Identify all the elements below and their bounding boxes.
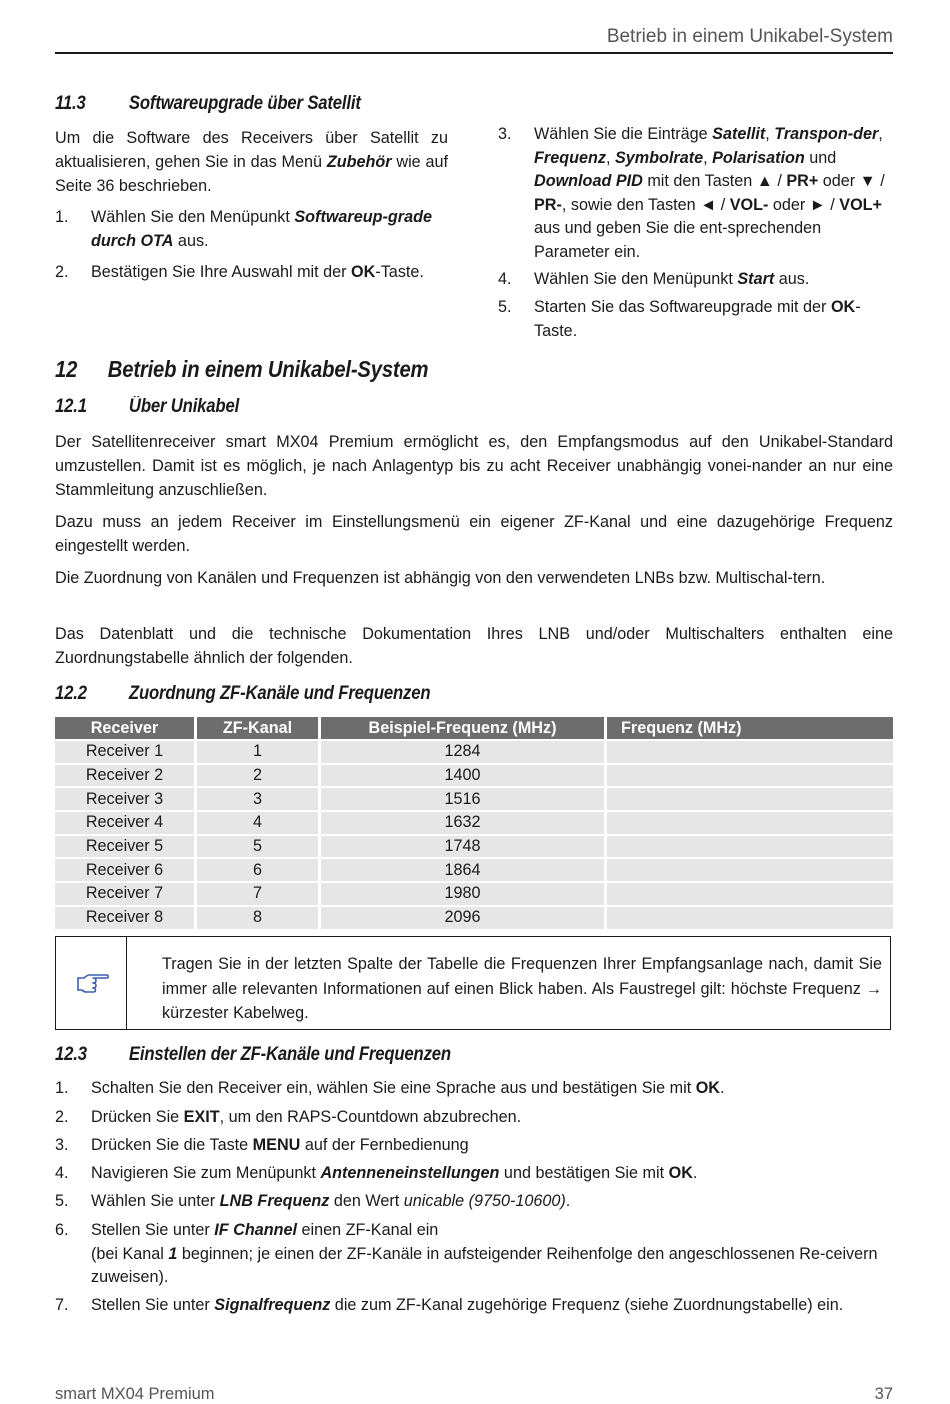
- heading-11-3: 11.3 Softwareupgrade über Satellit: [55, 93, 361, 114]
- heading-12-1: 12.1 Über Unikabel: [55, 396, 240, 417]
- cell-zf-kanal: 5: [197, 836, 321, 858]
- cell-zf-kanal: 3: [197, 788, 321, 810]
- footer-product: smart MX04 Premium: [55, 1385, 215, 1403]
- table-row: [55, 765, 893, 787]
- note-text: Tragen Sie in der letzten Spalte der Tabelle die Frequenzen Ihrer Empfangsanlage nach, damit Sie immer alle relevanten Informationen auf einen Blick haben. Als Faustregel gilt: höchste Frequenz → kürzester Kabelweg.: [162, 955, 882, 1022]
- table-header-row: [55, 717, 893, 739]
- heading-12-3: 12.3 Einstellen der ZF-Kanäle und Frequenzen: [55, 1044, 451, 1065]
- cell-receiver: Receiver 2: [55, 765, 197, 787]
- cell-receiver: Receiver 3: [55, 788, 197, 810]
- table-row: [55, 859, 893, 881]
- cell-frequency: [607, 788, 893, 810]
- paragraph-11-3-intro: Um die Software des Receivers über Satellit zu aktualisieren, gehen Sie in das Menü Zubehör wie auf Seite 36 beschrieben.: [55, 129, 448, 195]
- cell-example-frequency: 1400: [321, 765, 607, 787]
- table-row: [55, 883, 893, 905]
- paragraph-12-1-4: Das Datenblatt und die technische Dokumentation Ihres LNB und/oder Multischalters enthalten eine Zuordnungstabelle ähnlich der folgenden.: [55, 625, 893, 667]
- table-row: [55, 741, 893, 763]
- list-item-11-3-1: 1. Wählen Sie den Menüpunkt Softwareup-grade durch OTA aus.: [55, 208, 432, 250]
- list-item-12-3-5: 5. Wählen Sie unter LNB Frequenz den Wert unicable (9750-10600).: [55, 1192, 571, 1210]
- cell-frequency: [607, 765, 893, 787]
- list-item-12-3-6: 6. Stellen Sie unter IF Channel einen ZF-Kanal ein (bei Kanal 1 beginnen; je einen der ZF-Kanäle in aufsteigender Reihenfolge den angeschlossenen Re-ceivern zuweisen).: [55, 1221, 878, 1286]
- list-item-12-3-7: 7. Stellen Sie unter Signalfrequenz die zum ZF-Kanal zugehörige Frequenz (siehe Zuordnungstabelle) ein.: [55, 1296, 844, 1314]
- list-item-11-3-4: 4. Wählen Sie den Menüpunkt Start aus.: [498, 270, 810, 288]
- cell-receiver: Receiver 8: [55, 907, 197, 929]
- cell-frequency: [607, 883, 893, 905]
- page-number: 37: [874, 1385, 893, 1403]
- table-row: [55, 907, 893, 929]
- header-rule: [55, 52, 893, 54]
- list-item-12-3-3: 3. Drücken Sie die Taste MENU auf der Fernbedienung: [55, 1136, 469, 1154]
- cell-zf-kanal: 8: [197, 907, 321, 929]
- heading-12: 12 Betrieb in einem Unikabel-System: [55, 356, 429, 382]
- running-header: Betrieb in einem Unikabel-System: [606, 26, 893, 47]
- cell-example-frequency: 1864: [321, 859, 607, 881]
- paragraph-12-1-1: Der Satellitenreceiver smart MX04 Premium ermöglicht es, den Empfangsmodus auf den Unikabel-Standard umzustellen. Damit ist es möglich, je nach Anlagentyp bis zu acht Receiver unabhängig vonei-nander an nur eine Stammleitung anzuschließen.: [55, 433, 893, 499]
- list-item-11-3-5: 5. Starten Sie das Softwareupgrade mit der OK-Taste.: [498, 298, 861, 340]
- cell-receiver: Receiver 5: [55, 836, 197, 858]
- list-item-12-3-2: 2. Drücken Sie EXIT, um den RAPS-Countdown abzubrechen.: [55, 1108, 522, 1126]
- cell-example-frequency: 1748: [321, 836, 607, 858]
- cell-zf-kanal: 4: [197, 812, 321, 834]
- cell-example-frequency: 1980: [321, 883, 607, 905]
- cell-zf-kanal: 1: [197, 741, 321, 763]
- cell-receiver: Receiver 4: [55, 812, 197, 834]
- cell-frequency: [607, 859, 893, 881]
- pointing-hand-icon: [76, 969, 110, 995]
- list-item-11-3-3: 3. Wählen Sie die Einträge Satellit, Transpon-der, Frequenz, Symbolrate, Polarisation und Download PID mit den Tasten ▲ / PR+ oder ▼ / PR-, sowie den Tasten ◄ / VOL- oder ► / VOL+ aus und geben Sie die ent-sprechenden Parameter ein.: [498, 125, 885, 261]
- cell-zf-kanal: 2: [197, 765, 321, 787]
- paragraph-12-1-3: Die Zuordnung von Kanälen und Frequenzen ist abhängig von den verwendeten LNBs bzw. Multischal-tern.: [55, 569, 826, 587]
- cell-frequency: [607, 836, 893, 858]
- table-row: [55, 836, 893, 858]
- table-row: [55, 788, 893, 810]
- heading-12-2: 12.2 Zuordnung ZF-Kanäle und Frequenzen: [55, 683, 431, 704]
- cell-zf-kanal: 7: [197, 883, 321, 905]
- column-header-receiver: Receiver: [55, 717, 197, 739]
- column-header-example-frequency: Beispiel-Frequenz (MHz): [321, 717, 607, 739]
- paragraph-12-1-2: Dazu muss an jedem Receiver im Einstellungsmenü ein eigener ZF-Kanal und eine dazugehörige Frequenz eingestellt werden.: [55, 513, 893, 555]
- column-header-frequency: Frequenz (MHz): [607, 717, 893, 739]
- cell-frequency: [607, 812, 893, 834]
- note-icon-cell: [56, 937, 127, 1029]
- cell-frequency: [607, 907, 893, 929]
- table-row: [55, 812, 893, 834]
- list-item-12-3-4: 4. Navigieren Sie zum Menüpunkt Antenneneinstellungen und bestätigen Sie mit OK.: [55, 1164, 698, 1182]
- cell-example-frequency: 1284: [321, 741, 607, 763]
- cell-receiver: Receiver 7: [55, 883, 197, 905]
- manual-page: [55, 0, 893, 1402]
- note-box: [55, 936, 891, 1030]
- list-item-11-3-2: 2. Bestätigen Sie Ihre Auswahl mit der OK-Taste.: [55, 263, 424, 281]
- cell-frequency: [607, 741, 893, 763]
- cell-zf-kanal: 6: [197, 859, 321, 881]
- zf-channel-table: [55, 715, 893, 931]
- cell-example-frequency: 1632: [321, 812, 607, 834]
- cell-example-frequency: 2096: [321, 907, 607, 929]
- cell-receiver: Receiver 6: [55, 859, 197, 881]
- cell-receiver: Receiver 1: [55, 741, 197, 763]
- column-header-zf-kanal: ZF-Kanal: [197, 717, 321, 739]
- cell-example-frequency: 1516: [321, 788, 607, 810]
- list-item-12-3-1: 1. Schalten Sie den Receiver ein, wählen Sie eine Sprache aus und bestätigen Sie mit OK.: [55, 1079, 725, 1097]
